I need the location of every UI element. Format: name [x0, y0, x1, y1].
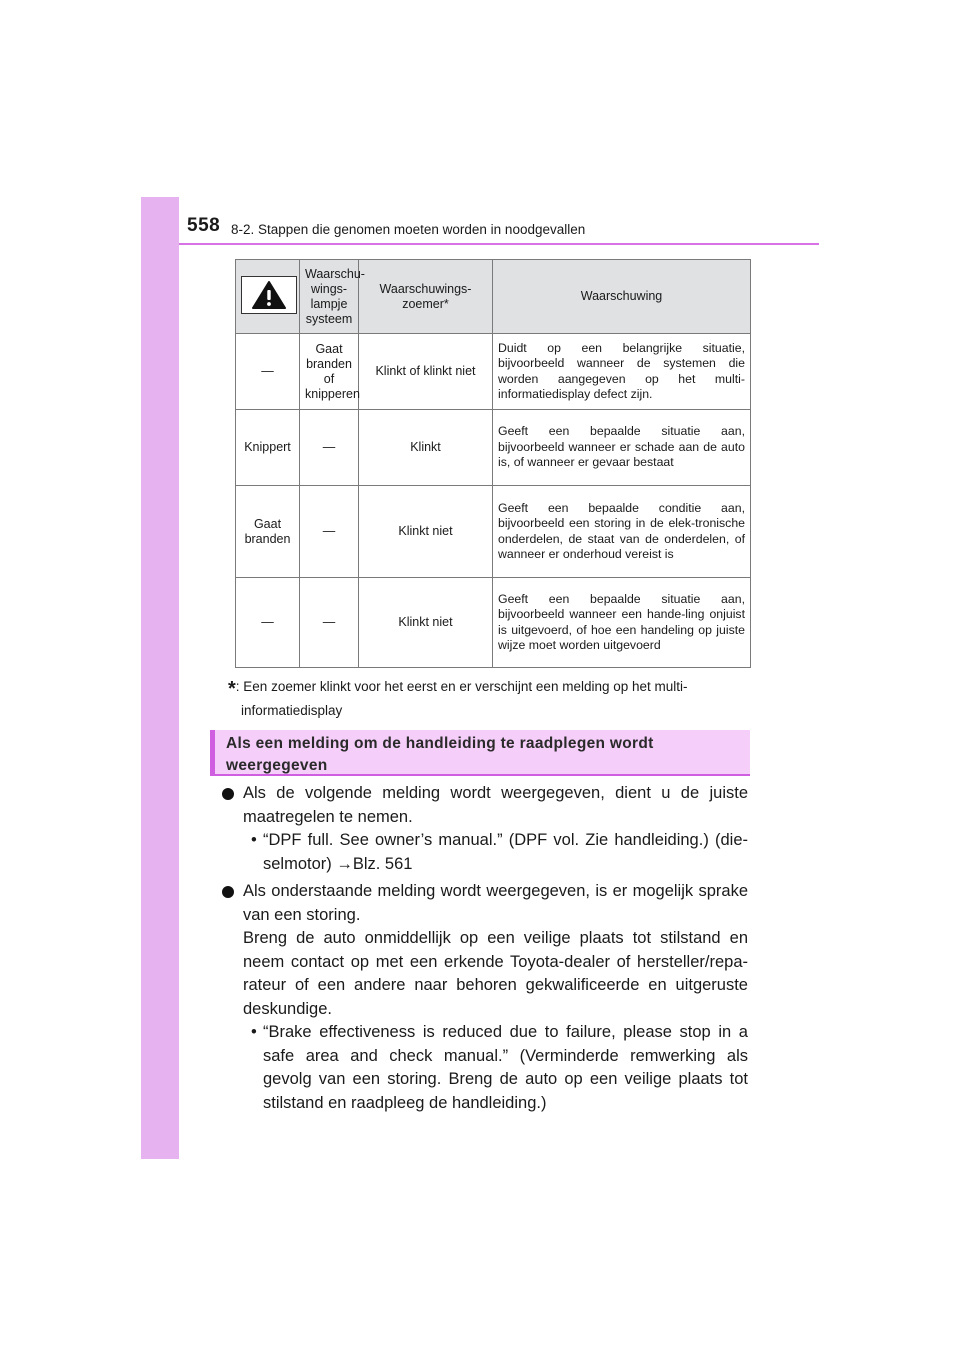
table-cell: — [300, 578, 359, 668]
item-2-sub-text: “Brake effectiveness is reduced due to failure, please stop in a safe area and check manual.” (Verminderde remwerking als gevolg van een storing. Breng de auto op een veilige plaats tot stilstand en raadpleeg de handleiding.) [263, 1023, 748, 1112]
table-cell: — [236, 578, 300, 668]
sub-bullet: • [251, 1023, 257, 1041]
table-row [236, 410, 751, 486]
table-row [236, 486, 751, 578]
cell-text: Gaat branden of knipperen [305, 341, 360, 401]
callout-line-1: Als een melding om de handleiding te raadplegen wordt [226, 735, 654, 752]
sub-bullet: • [251, 831, 257, 849]
section-heading-callout [210, 730, 750, 776]
table-cell: Knippert [236, 410, 300, 486]
item-1-text: Als de volgende melding wordt weergegeven, dient u de juiste maatregelen te nemen. [243, 784, 748, 826]
table-cell: Duidt op een belangrijke situatie, bijvoorbeeld wanneer de systemen die worden aangegeven op het multi-informatiedisplay defect zijn. [493, 334, 751, 410]
table-row [236, 578, 751, 668]
cell-text: Gaat branden [244, 516, 291, 546]
list-sub-item [222, 1021, 748, 1115]
footnote-mark: * [228, 678, 236, 700]
footnote-line-1: : Een zoemer klinkt voor het eerst en er verschijnt een melding op het multi- [235, 679, 688, 694]
callout-line-2: weergegeven [226, 757, 328, 774]
header-rule [179, 243, 819, 245]
footnote-line-2: informatiedisplay [241, 703, 343, 718]
table-header-row [236, 260, 751, 334]
warning-table [235, 259, 751, 668]
table-cell: Klinkt niet [359, 486, 493, 578]
list-item [222, 880, 748, 1021]
table-cell: Klinkt niet [359, 578, 493, 668]
table-cell: Geeft een bepaalde situatie aan, bijvoorbeeld wanneer er schade aan de auto is, of wanneer er gevaar bestaat [493, 410, 751, 486]
header-warning-light [300, 260, 365, 334]
bullet-icon [222, 886, 234, 898]
body-content [222, 780, 748, 1115]
table-footnote [228, 676, 748, 721]
header-buzzer [359, 260, 493, 334]
table-cell: — [300, 486, 359, 578]
table-cell: — [300, 410, 359, 486]
table-cell: Geeft een bepaalde situatie aan, bijvoorbeeld wanneer een hande-ling onjuist is uitgevoerd, of hoe een handeling op juiste wijze moet worden uitgevoerd [493, 578, 751, 668]
table-cell [300, 334, 359, 410]
bullet-icon [222, 788, 234, 800]
page-number: 558 [187, 215, 221, 236]
header-buzzer-text: Waarschuwings- zoemer* [379, 281, 472, 311]
table-cell [236, 486, 300, 578]
section-title: 8-2. Stappen die genomen moeten worden in noodgevallen [231, 222, 586, 237]
chapter-sidebar-tab [141, 197, 179, 1159]
header-warning-light-text: Waarschu- wings- lampje systeem [305, 266, 365, 326]
table-cell: Geeft een bepaalde conditie aan, bijvoorbeeld een storing in de elek-tronische onderdelen, de staat van de onderdelen, of wanneer er onderhoud vereist is [493, 486, 751, 578]
header-warning-text: Waarschuwing [580, 289, 663, 303]
list-item [222, 782, 748, 829]
header-warning [493, 260, 751, 334]
item-2-text: Als onderstaande melding wordt weergegeven, is er mogelijk sprake van een storing. [243, 882, 748, 924]
list-sub-item [222, 829, 748, 876]
table-cell: Klinkt [359, 410, 493, 486]
item-1-sub-text: “DPF full. See owner’s manual.” (DPF vol. Zie handleiding.) (die-selmotor) →Blz. 561 [263, 831, 748, 873]
table-cell: Klinkt of klinkt niet [359, 334, 493, 410]
table-row [236, 334, 751, 410]
warning-triangle-icon [241, 276, 297, 314]
item-2-paragraph: Breng de auto onmiddellijk op een veilige plaats tot stilstand en neem contact op met een erkende Toyota-dealer of hersteller/repa-rateur of een andere naar behoren gekwalificeerde en uitgeruste deskundige. [243, 929, 748, 1018]
table-cell: — [236, 334, 300, 410]
icon-header-cell [236, 260, 300, 334]
